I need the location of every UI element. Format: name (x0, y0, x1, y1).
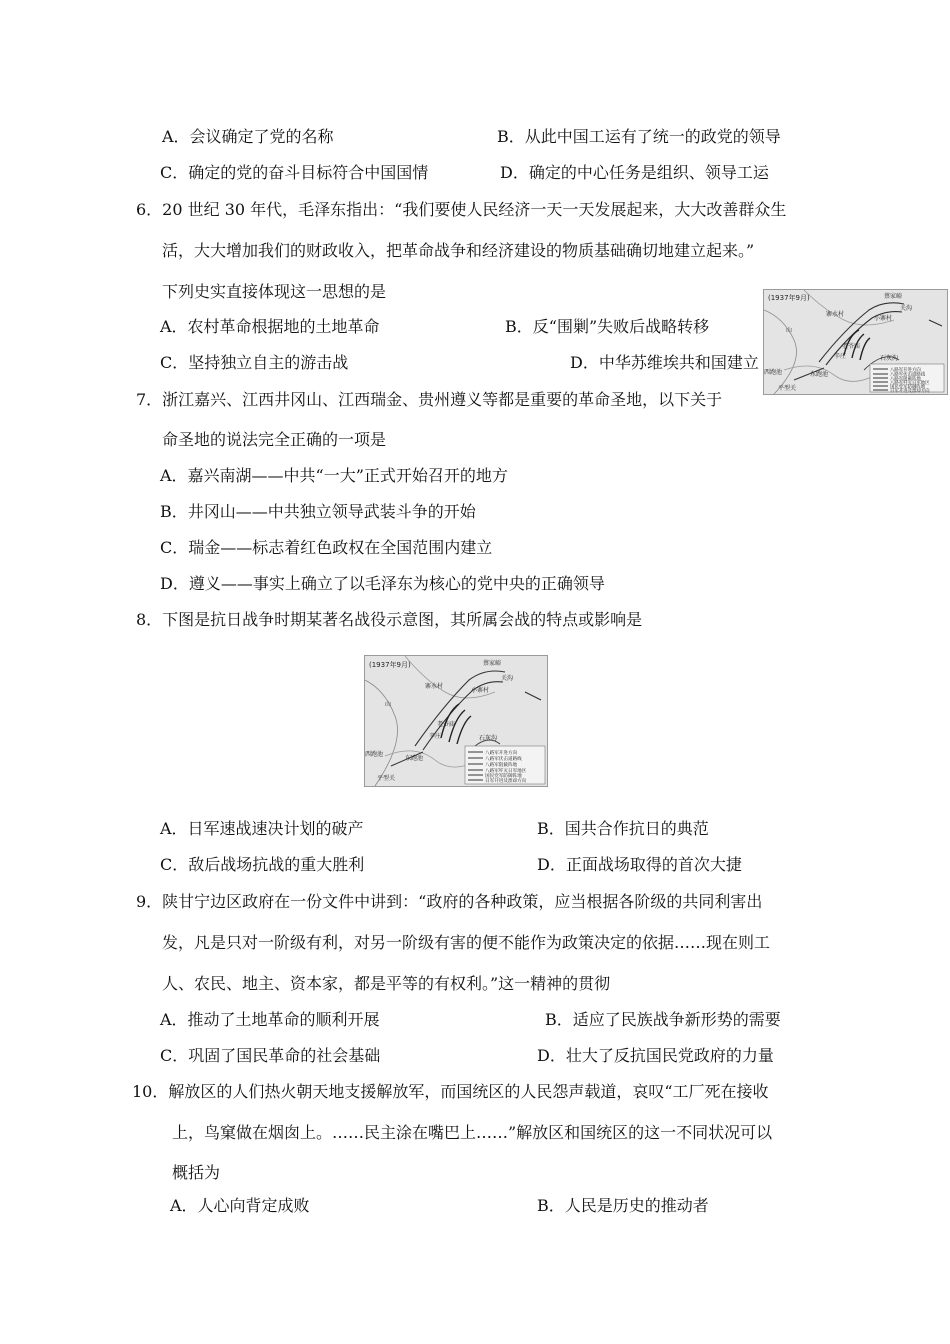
small-map-place-11: 山 (786, 327, 793, 334)
q10-option-b: B．人民是历史的推动者 (537, 1196, 709, 1215)
small-map-place-9: 东跑池 (810, 371, 829, 378)
q10-stem-line-3: 概括为 (172, 1163, 221, 1182)
q10-option-a: A．人心向背定成败 (170, 1196, 310, 1215)
q6-option-c: C．坚持独立自主的游击战 (160, 353, 349, 372)
q9-option-b: B．适应了民族战争新形势的需要 (545, 1010, 781, 1029)
large-map-place-4: 关沟 (501, 675, 514, 682)
large-map-legend-2: 八路军伏击道路线 (485, 757, 522, 762)
small-map-place-1: 蔡家峪 (884, 293, 903, 300)
q6-option-d: D．中华苏维埃共和国建立 (570, 353, 759, 372)
q8-option-d: D．正面战场取得的首次大捷 (537, 855, 742, 874)
large-map-legend-5: 国民党军防御阵地 (485, 774, 522, 779)
small-map-place-10: 平型关 (778, 385, 797, 392)
battle-map-small-graphic (764, 290, 947, 394)
small-map-place-2: 寨水村 (826, 311, 845, 318)
q5-option-c: C．确定的党的奋斗目标符合中国国情 (160, 163, 429, 182)
small-map-legend-2: 八路军伏击道路线 (890, 372, 926, 378)
q7-stem-line-2: 命圣地的说法完全正确的一项是 (162, 430, 387, 449)
q5-option-b: B．从此中国工运有了统一的政党的领导 (497, 127, 781, 146)
large-map-place-5: 老爷庙 (437, 721, 456, 728)
q9-option-c: C．巩固了国民革命的社会基础 (160, 1046, 381, 1065)
q7-option-b: B．井冈山——中共独立领导武装斗争的开始 (160, 502, 476, 521)
q9-option-a: A．推动了土地革命的顺利开展 (160, 1010, 380, 1029)
q5-option-a: A．会议确定了党的名称 (162, 127, 334, 146)
large-map-legend-6: 日军开进及溃却方向 (485, 779, 527, 784)
q10-stem-line-1: 10．解放区的人们热火朝天地支援解放军，而国统区的人民怨声载道，哀叹“工厂死在接收 (132, 1082, 769, 1101)
q8-option-c: C．敌后战场抗战的重大胜利 (160, 855, 365, 874)
large-map-place-10: 平型关 (377, 775, 396, 782)
q9-stem-line-2: 发，凡是只对一阶级有利，对另一阶级有害的便不能作为政策决定的依据……现在则工 (162, 933, 771, 952)
large-map-place-9: 东跑池 (405, 755, 424, 762)
small-map-legend-4: 八路军歼灭日军地区 (890, 381, 930, 386)
small-map-place-6: 辛庄 (834, 353, 847, 360)
q6-option-a: A．农村革命根据地的土地革命 (160, 317, 380, 336)
q8-option-a: A．日军速战速决计划的破产 (160, 819, 364, 838)
q8-option-b: B．国共合作抗日的典范 (537, 819, 709, 838)
small-map-legend-5: 国民党军防御阵地 (890, 385, 926, 390)
large-map-legend-4: 八路军歼灭日军地区 (485, 769, 527, 774)
q9-stem-line-3: 人、农民、地主、资本家，都是平等的有权利。”这一精神的贯彻 (162, 974, 611, 993)
q5-option-d: D．确定的中心任务是组织、领导工运 (500, 163, 769, 182)
large-map-place-11: 山 (385, 701, 392, 708)
small-map-legend-6: 日军开进及溃却方向 (890, 389, 930, 394)
large-map-place-8: 西跑池 (365, 751, 384, 758)
q9-stem-line-1: 9．陕甘宁边区政府在一份文件中讲到：“政府的各种政策，应当根据各阶级的共同利害出 (136, 892, 763, 911)
small-map-legend-1: 八路军开进方向 (890, 368, 921, 373)
q6-stem-line-1: 6．20 世纪 30 年代，毛泽东指出：“我们要使人民经济一天一天发展起来，大大改善群众生 (136, 200, 787, 219)
battle-map-large-graphic (365, 656, 547, 786)
small-map-place-3: 小寨村 (874, 315, 893, 322)
battle-map-small (763, 289, 948, 395)
q10-stem-line-2: 上，鸟窠做在烟囱上。……民主涂在嘴巴上……”解放区和国统区的这一不同状况可以 (172, 1123, 773, 1142)
q6-stem-line-3: 下列史实直接体现这一思想的是 (162, 282, 387, 301)
small-map-legend-3: 八路军阻截阵地 (890, 377, 921, 382)
q7-option-c: C．瑞金——标志着红色政权在全国范围内建立 (160, 538, 493, 557)
small-map-place-8: 西跑池 (764, 369, 783, 376)
small-map-place-4: 关沟 (900, 305, 913, 312)
q6-option-b: B．反“围剿”失败后战略转移 (505, 317, 710, 336)
q9-option-d: D．壮大了反抗国民党政府的力量 (537, 1046, 774, 1065)
large-map-place-1: 蔡家峪 (483, 660, 502, 667)
large-map-legend-3: 八路军阻截阵地 (485, 763, 518, 768)
large-map-place-3: 小寨村 (471, 687, 490, 694)
q7-stem-line-1: 7．浙江嘉兴、江西井冈山、江西瑞金、贵州遵义等都是重要的革命圣地，以下关于 (136, 390, 723, 409)
battle-map-large (364, 655, 548, 787)
large-map-legend-1: 八路军开进方向 (485, 751, 518, 756)
q8-stem: 8．下图是抗日战争时期某著名战役示意图，其所属会战的特点或影响是 (136, 610, 643, 629)
small-map-place-5: 老爷庙 (842, 343, 861, 350)
small-map-date-label: (1937年9月) (768, 294, 810, 302)
large-map-place-7: 石灰沟 (479, 735, 498, 742)
small-map-place-7: 石灰沟 (880, 355, 899, 362)
large-map-date-label: (1937年9月) (369, 661, 411, 669)
q7-option-d: D．遵义——事实上确立了以毛泽东为核心的党中央的正确领导 (160, 574, 605, 593)
large-map-place-2: 寨水村 (425, 683, 444, 690)
large-map-place-6: 辛庄 (429, 733, 442, 740)
q7-option-a: A．嘉兴南湖——中共“一大”正式开始召开的地方 (160, 466, 508, 485)
q6-stem-line-2: 活，大大增加我们的财政收入，把革命战争和经济建设的物质基础确切地建立起来。” (162, 241, 755, 260)
